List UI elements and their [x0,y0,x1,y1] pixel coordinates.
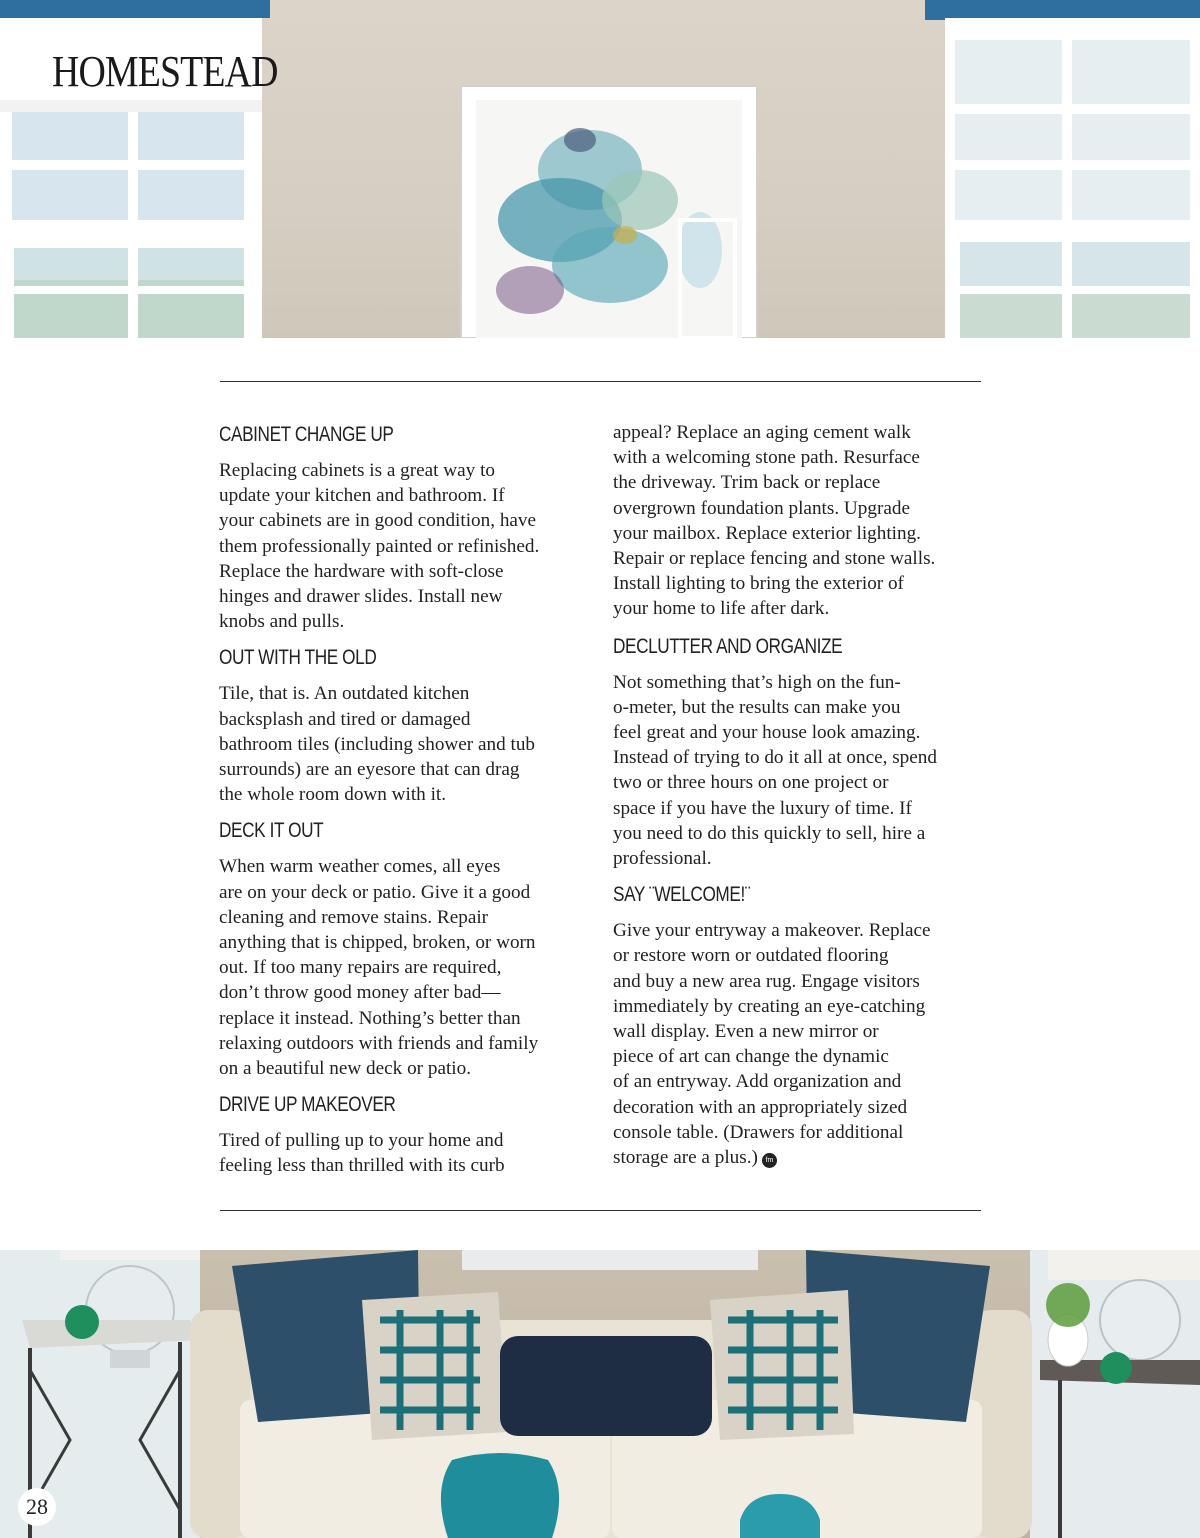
top-rule [220,381,981,382]
section-heading: DECLUTTER AND ORGANIZE [613,634,843,658]
section-body: When warm weather comes, all eyes are on your deck or patio. Give it a good cleaning and remove stains. Repair anything that is chipped, broken, or worn out. If too many repairs are required, don’t throw good money after bad— replace it instead. Nothing’s better than relaxing outdoors with friends and family on a beautiful new deck or patio. [219,856,539,1080]
continued-body: appeal? Replace an aging cement walk with a welcoming stone path. Resurface the driveway. Trim back or replace overgrown foundation plants. Upgrade your mailbox. Replace exterior lighting. Repair or replace fencing and stone walls. Install lighting to bring the exterior of your home to life after dark. [613,422,936,620]
framed-abstract-art [461,86,757,338]
page-number: 28 [18,1488,56,1526]
patterned-pillow-right [710,1290,854,1440]
right-valance [925,0,1200,20]
section-body: Replacing cabinets is a great way to update your kitchen and bathroom. If your cabinets are in good condition, have them professionally painted or refinished. Replace the hardware with soft-close hinges and drawer slides. Install new knobs and pulls. [219,460,540,633]
final-body-text: Give your entryway a makeover. Replace or restore worn or outdated flooring and buy a new area rug. Engage visitors immediately by creating an eye-catching wall display. Even a new mirror or piece of art can change the dynamic of an entryway. Add organization and decoration with an appropriately sized console table. (Drawers for additional storage are a plus.) [613,920,931,1169]
section-body: Tile, that is. An outdated kitchen backsplash and tired or damaged bathroom tiles (including shower and tub surrounds) are an eyesore that can drag the whole room down with it. [219,683,536,806]
teal-vase-left [441,1453,559,1538]
section-body: Tired of pulling up to your home and feeling less than thrilled with its curb [219,1130,505,1177]
section-heading: DRIVE UP MAKEOVER [219,1093,396,1117]
section-body: Not something that’s high on the fun- o-meter, but the results can make you feel great and your house look amazing. Instead of trying to do it all at once, spend two or three hours on one project or space if you have the luxury of time. If you need to do this quickly to sell, hire a professional. [613,671,937,870]
shag-pillow [500,1336,712,1436]
sofa-photo [0,1250,1200,1538]
right-column [613,420,981,1179]
section-heading: OUT WITH THE OLD [219,646,377,670]
patterned-pillow-left [362,1292,508,1440]
left-valance [0,0,270,18]
left-column [219,420,589,1188]
fm-logo-icon: fm [762,1153,777,1168]
art-frame-bottom [462,1250,758,1270]
section-heading: DECK IT OUT [219,819,324,843]
section-heading: SAY ¨WELCOME!¨ [613,883,751,907]
top-photo [0,0,1200,338]
section-heading: CABINET CHANGE UP [219,423,394,446]
bottom-rule [220,1210,981,1211]
bottom-photo [0,1250,1200,1538]
right-window [945,18,1200,338]
section-body-final [613,918,981,1170]
masthead: HOMESTEAD [52,47,278,96]
